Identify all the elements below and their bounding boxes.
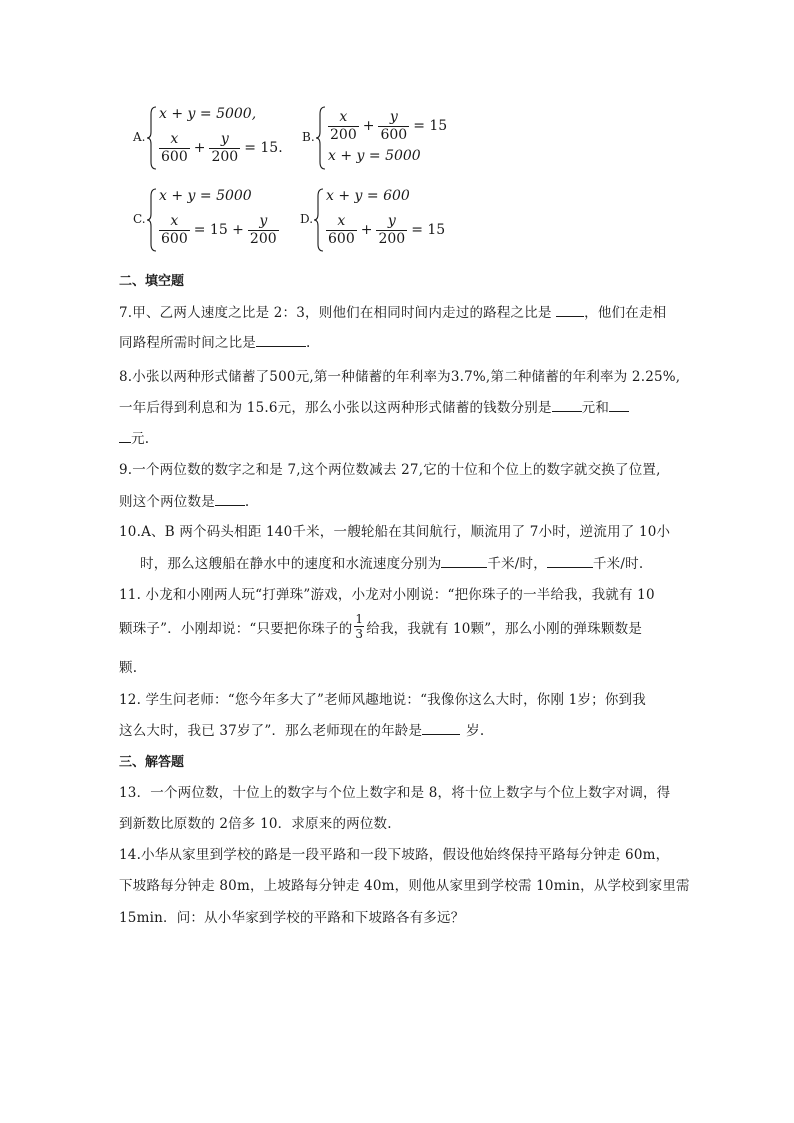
option-b-equation-2: x + y = 5000 — [328, 148, 421, 164]
question-11-line-2 — [119, 612, 642, 641]
option-b-label: B. — [302, 130, 315, 144]
question-text: ，他们在走相 — [584, 305, 667, 321]
answer-blank[interactable] — [256, 334, 306, 347]
frac-denominator: 200 — [249, 230, 277, 247]
question-14-line-2: 下坡路每分钟走 80m，上坡路每分钟走 40m，则他从家里到学校需 10min，从学校到家里需 — [119, 878, 690, 894]
frac-numerator: x — [337, 212, 346, 229]
operator: = 15 + — [193, 222, 244, 238]
question-text: 时，那么这艘船在静水中的速度和水流速度分别为 — [140, 556, 442, 572]
question-12-line-2 — [119, 719, 484, 739]
frac-denominator: 600 — [328, 230, 355, 247]
question-text: . — [306, 335, 311, 351]
question-text: 这么大时，我已 37岁了”．那么老师现在的年龄是 — [119, 723, 423, 739]
question-7-line-1 — [119, 301, 666, 321]
answer-blank[interactable] — [119, 430, 131, 443]
fraction-one-third — [354, 612, 364, 641]
question-9-line-2 — [119, 490, 249, 510]
equation-rhs: = 15 — [411, 222, 446, 238]
frac-denominator: 3 — [355, 627, 364, 641]
section-solve-heading: 三、解答题 — [119, 755, 185, 770]
question-13-line-2: 到新数比原数的 2倍多 10．求原来的两位数. — [119, 816, 392, 832]
frac-numerator: x — [170, 130, 179, 147]
option-b[interactable] — [302, 106, 448, 170]
frac-numerator: y — [259, 212, 268, 229]
question-8-line-2 — [119, 396, 629, 416]
brace-icon — [316, 106, 326, 170]
question-text: 千米/时. — [592, 556, 644, 572]
frac-numerator: x — [339, 108, 348, 125]
question-text: 则这个两位数是 — [119, 494, 215, 510]
option-b-equation-1 — [328, 106, 451, 146]
option-a-equation-2 — [159, 128, 287, 168]
answer-blank[interactable] — [441, 555, 487, 568]
equation-rhs: = 15. — [244, 140, 283, 156]
frac-denominator: 200 — [330, 126, 357, 143]
frac-denominator: 600 — [161, 148, 188, 165]
question-11-line-3: 颗. — [119, 660, 138, 676]
question-text: 千米/时， — [487, 556, 547, 572]
question-text: 元和 — [581, 400, 610, 416]
question-7-line-2 — [119, 331, 311, 351]
answer-blank[interactable] — [215, 493, 245, 506]
question-text: 同路程所需时间之比是 — [119, 335, 256, 351]
option-c[interactable] — [133, 188, 283, 252]
question-text: 颗珠子”．小刚却说：“只要把你珠子的 — [119, 620, 353, 637]
question-10-line-1: 10.A、B 两个码头相距 140千米，一艘轮船在其间航行，顺流用了 7小时，逆流用了 10小 — [119, 524, 671, 540]
option-d-label: D. — [300, 212, 314, 226]
question-text: 一年后得到利息和为 15.6元，那么小张以这两种形式储蓄的钱数分别是 — [119, 400, 552, 416]
frac-numerator: y — [387, 212, 396, 229]
frac-numerator: y — [389, 108, 398, 125]
question-text: 元. — [131, 431, 150, 447]
option-d-equation-2 — [326, 210, 449, 250]
answer-blank[interactable] — [552, 399, 582, 412]
brace-icon — [147, 106, 157, 170]
operator: + — [193, 140, 206, 156]
section-fill-in-heading: 二、填空题 — [119, 274, 185, 289]
answer-blank[interactable] — [547, 555, 593, 568]
question-text: 给我，我就有 10颗”，那么小刚的弹珠颗数是 — [366, 620, 643, 637]
frac-numerator: y — [220, 130, 229, 147]
frac-denominator: 600 — [161, 230, 188, 247]
option-a-label: A. — [133, 130, 146, 144]
answer-blank[interactable] — [422, 722, 460, 735]
frac-denominator: 600 — [380, 126, 408, 143]
answer-blank[interactable] — [609, 399, 629, 412]
option-c-label: C. — [133, 212, 146, 226]
frac-numerator: 1 — [355, 612, 364, 626]
question-11-line-1: 11. 小龙和小刚两人玩“打弹珠”游戏，小龙对小刚说：“把你珠子的一半给我，我就有 10 — [119, 587, 655, 603]
question-text: 7.甲、乙两人速度之比是 2：3，则他们在相同时间内走过的路程之比是 — [119, 305, 557, 321]
option-c-equation-1: x + y = 5000 — [159, 188, 252, 204]
question-14-line-3: 15min．问：从小华家到学校的平路和下坡路各有多远？ — [119, 910, 465, 926]
option-c-equation-2 — [159, 210, 279, 250]
question-12-line-1: 12. 学生问老师：“您今年多大了”老师风趣地说：“我像你这么大时，你刚 1岁；你到我 — [119, 692, 646, 708]
equation-rhs: = 15 — [413, 118, 448, 134]
option-d-equation-1: x + y = 600 — [326, 188, 410, 204]
question-10-line-2 — [140, 552, 643, 572]
option-a[interactable] — [133, 106, 283, 170]
question-8-line-3 — [119, 427, 149, 447]
frac-denominator: 200 — [378, 230, 406, 247]
option-d[interactable] — [300, 188, 446, 252]
option-a-equation-1: x + y = 5000, — [159, 106, 257, 122]
question-13-line-1: 13．一个两位数，十位上的数字与个位上数字和是 8，将十位上数字与个位上数字对调，得 — [119, 785, 671, 801]
brace-icon — [314, 188, 324, 252]
frac-numerator: x — [170, 212, 179, 229]
question-8-line-1: 8.小张以两种形式储蓄了500元,第一种储蓄的年利率为3.7%,第二种储蓄的年利率为 2.25%, — [119, 369, 681, 385]
answer-blank[interactable] — [556, 304, 584, 317]
question-9-line-1: 9.一个两位数的数字之和是 7,这个两位数减去 27,它的十位和个位上的数字就交换了位置, — [119, 462, 661, 478]
question-text: . — [244, 494, 250, 510]
frac-denominator: 200 — [211, 148, 239, 165]
question-text: 岁. — [466, 723, 485, 739]
question-14-line-1: 14.小华从家里到学校的路是一段平路和一段下坡路，假设他始终保持平路每分钟走 60m， — [119, 847, 670, 863]
brace-icon — [147, 188, 157, 252]
operator: + — [360, 222, 373, 238]
operator: + — [362, 118, 375, 134]
